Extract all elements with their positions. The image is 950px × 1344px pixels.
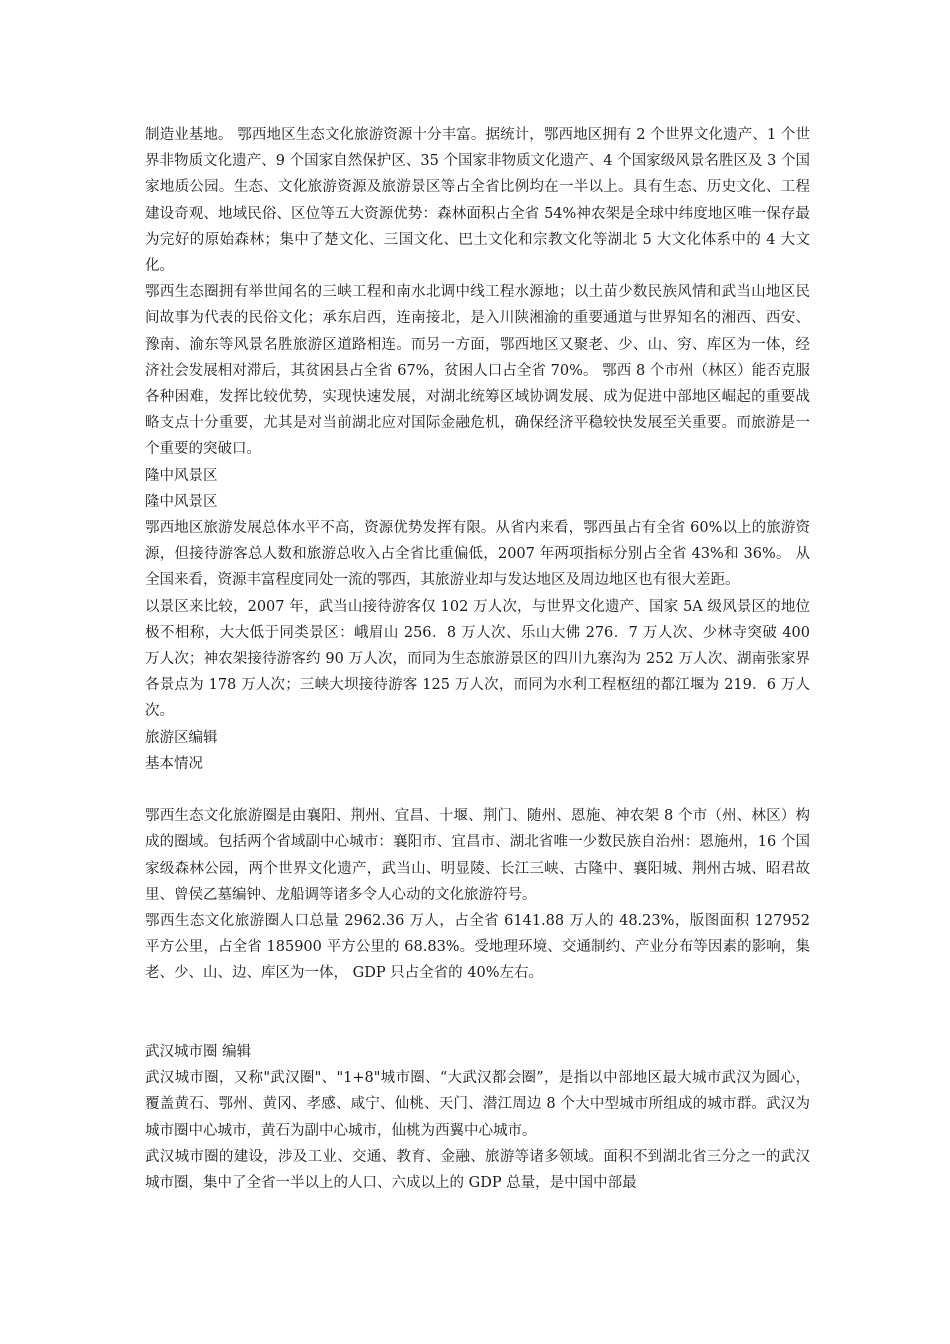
paragraph-eco-resources: 制造业基地。 鄂西地区生态文化旅游资源十分丰富。据统计，鄂西地区拥有 2 个世界文化遗产、1 个世界非物质文化遗产、9 个国家自然保护区、35 个国家非物质文化遗产、4 个国家级风景名胜区及 3 个国家地质公园。生态、文化旅游资源及旅游景区等占全省比例均在一半以上。具有生态、历史文化、工程建设奇观、地域民俗、区位等五大资源优势：森林面积占全省 54%神农架是全球中纬度地区唯一保存最为完好的原始森林；集中了楚文化、三国文化、巴土文化和宗教文化等湖北 5 大文化体系中的 4 大文化。 <box>145 127 810 275</box>
paragraph-longzhong-heading: 隆中风景区 <box>145 467 218 484</box>
paragraph-tourism-level: 鄂西地区旅游发展总体水平不高，资源优势发挥有限。从省内来看，鄂西虽占有全省 60%以上的旅游资源，但接待游客总人数和旅游总收入占全省比重偏低，2007 年两项指标分别占全省 43%和 36%。 从全国来看，资源丰富程度同处一流的鄂西，其旅游业却与发达地区及周边地区也有很大差距。 <box>145 520 810 589</box>
paragraph-eco-circle: 鄂西生态圈拥有举世闻名的三峡工程和南水北调中线工程水源地；以土苗少数民族风情和武当山地区民间故事为代表的民俗文化；承东启西，连南接北，是入川陕湘渝的重要通道与世界知名的湘西、西安、豫南、渝东等风景名胜旅游区道路相连。而另一方面，鄂西地区又聚老、少、山、穷、库区为一体，经济社会发展相对滞后，其贫困县占全省 67%，贫困人口占全省 70%。 鄂西 8 个市州（林区）能否克服各种困难，发挥比较优势，实现快速发展，对湖北统筹区域协调发展、成为促进中部地区崛起的重要战略支点十分重要，尤其是对当前湖北应对国际金融危机，确保经济平稳较快发展至关重要。而旅游是一个重要的突破口。 <box>145 284 810 458</box>
paragraph-basic-info-heading: 基本情况 <box>145 755 203 772</box>
paragraph-wuhan-definition: 武汉城市圈，又称"武汉圈"、"1+8"城市圈、“大武汉都会圈”，是指以中部地区最大城市武汉为圆心，覆盖黄石、鄂州、黄冈、孝感、咸宁、仙桃、天门、潜江周边 8 个大中型城市所组成的城市群。武汉为城市圈中心城市，黄石为副中心城市，仙桃为西翼中心城市。 <box>145 1070 810 1139</box>
paragraph-population-area: 鄂西生态文化旅游圈人口总量 2962.36 万人，占全省 6141.88 万人的 48.23%，版图面积 127952 平方公里，占全省 185900 平方公里的 68.83%。受地理环境、交通制约、产业分布等因素的影响，集老、少、山、边、库区为一体， GDP 只占全省的 40%左右。 <box>145 913 810 982</box>
paragraph-circle-composition: 鄂西生态文化旅游圈是由襄阳、荆州、宜昌、十堰、荆门、随州、恩施、神农架 8 个市（州、林区）构成的圈域。包括两个省域副中心城市：襄阳市、宜昌市、湖北省唯一少数民族自治州：恩施州，16 个国家级森林公园，两个世界文化遗产，武当山、明显陵、长江三峡、古隆中、襄阳城、荆州古城、昭君故里、曾侯乙墓编钟、龙船调等诸多令人心动的文化旅游符号。 <box>145 808 810 903</box>
paragraph-scenic-comparison: 以景区来比较，2007 年，武当山接待游客仅 102 万人次，与世界文化遗产、国家 5A 级风景区的地位极不相称，大大低于同类景区：峨眉山 256．8 万人次、乐山大佛 276．7 万人次、少林寺突破 400 万人次；神农架接待游客约 90 万人次，而同为生态旅游景区的四川九寨沟为 252 万人次、湖南张家界各景点为 178 万人次；三峡大坝接待游客 125 万人次，而同为水利工程枢纽的都江堰为 219．6 万人次。 <box>145 598 810 720</box>
document-body <box>145 122 810 1196</box>
blank-line <box>145 777 810 803</box>
paragraph-wuhan-heading: 武汉城市圈 编辑 <box>145 1044 252 1061</box>
blank-lines <box>145 987 810 1039</box>
paragraph-tourism-zone-heading: 旅游区编辑 <box>145 729 218 746</box>
paragraph-wuhan-construction: 武汉城市圈的建设，涉及工业、交通、教育、金融、旅游等诸多领域。面积不到湖北省三分之一的武汉城市圈，集中了全省一半以上的人口、六成以上的 GDP 总量，是中国中部最 <box>145 1148 810 1192</box>
paragraph-longzhong-heading-repeat: 隆中风景区 <box>145 493 218 510</box>
